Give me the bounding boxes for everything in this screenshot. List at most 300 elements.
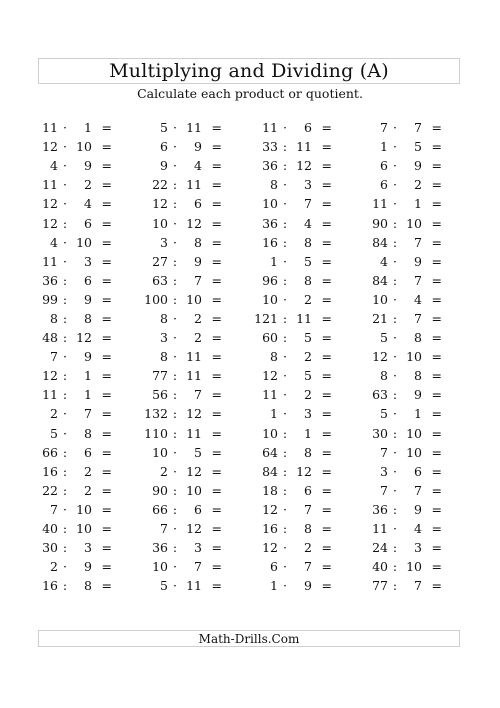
operand-b: 2 [194,330,202,346]
operator: : [392,234,398,250]
operand-b: 7 [304,196,312,212]
operand-b: 5 [304,330,312,346]
equals-sign: = [101,482,112,498]
operator: · [283,120,287,136]
problem [364,366,472,385]
equals-sign: = [321,330,332,346]
operand-b: 9 [414,387,422,403]
problem [144,462,252,481]
operator: : [392,215,398,231]
operand-b: 2 [84,463,92,479]
problem [34,443,142,462]
operator: · [393,482,397,498]
operator: : [172,540,178,556]
operator: · [393,521,397,537]
operand-a: 40 [42,521,58,537]
operator: : [62,463,68,479]
equals-sign: = [101,177,112,193]
equals-sign: = [101,120,112,136]
operand-a: 110 [144,425,168,441]
operand-a: 4 [50,158,58,174]
problem [144,500,252,519]
operand-b: 9 [304,578,312,594]
problem [364,290,472,309]
operand-a: 11 [42,253,58,269]
operand-a: 66 [42,444,58,460]
operand-a: 8 [50,310,58,326]
problem [254,576,362,595]
problem [364,271,472,290]
operand-b: 11 [186,578,202,594]
equals-sign: = [431,120,442,136]
equals-sign: = [431,501,442,517]
operand-b: 8 [414,368,422,384]
operator: : [282,330,288,346]
operand-a: 16 [262,521,278,537]
operator: : [172,291,178,307]
operand-a: 11 [42,177,58,193]
operand-a: 12 [42,196,58,212]
operand-a: 7 [160,521,168,537]
operand-b: 4 [194,158,202,174]
operand-b: 12 [186,406,202,422]
equals-sign: = [101,158,112,174]
operator: · [173,444,177,460]
problem [144,443,252,462]
equals-sign: = [321,406,332,422]
operand-b: 4 [414,521,422,537]
operand-b: 2 [84,177,92,193]
operand-a: 84 [372,272,388,288]
problem [144,309,252,328]
operand-b: 2 [414,177,422,193]
problem [254,156,362,175]
operand-a: 5 [160,578,168,594]
operand-a: 21 [372,310,388,326]
problem [254,118,362,137]
equals-sign: = [431,310,442,326]
problem [364,328,472,347]
operand-a: 63 [372,387,388,403]
operand-b: 12 [186,463,202,479]
operator: : [62,482,68,498]
operator: · [283,349,287,365]
problem [144,252,252,271]
problem [254,557,362,576]
operand-b: 12 [296,158,312,174]
operator: · [63,559,67,575]
equals-sign: = [321,578,332,594]
operand-a: 99 [42,291,58,307]
problem [34,366,142,385]
operand-a: 64 [262,444,278,460]
operator: : [392,578,398,594]
operator: · [283,196,287,212]
problem [34,404,142,423]
operator: · [283,387,287,403]
operand-b: 3 [194,540,202,556]
problem [254,538,362,557]
operator: : [62,310,68,326]
equals-sign: = [321,291,332,307]
equals-sign: = [431,540,442,556]
equals-sign: = [101,330,112,346]
operand-b: 1 [84,368,92,384]
operator: : [62,387,68,403]
operand-a: 7 [380,444,388,460]
worksheet-title: Multiplying and Dividing (A) [109,59,389,82]
operator: · [63,158,67,174]
operand-b: 8 [194,234,202,250]
equals-sign: = [211,368,222,384]
equals-sign: = [321,521,332,537]
operand-a: 10 [262,196,278,212]
operator: · [173,215,177,231]
operand-a: 3 [160,330,168,346]
operand-b: 7 [414,272,422,288]
problem [364,500,472,519]
problem [144,194,252,213]
problem [144,213,252,232]
operand-b: 9 [194,253,202,269]
problem [364,404,472,423]
equals-sign: = [431,272,442,288]
operand-a: 5 [160,120,168,136]
problem [144,557,252,576]
operator: : [62,272,68,288]
problem [364,462,472,481]
operand-b: 9 [414,501,422,517]
operand-b: 7 [304,501,312,517]
operand-b: 6 [194,501,202,517]
operand-a: 22 [42,482,58,498]
operator: · [393,444,397,460]
equals-sign: = [431,177,442,193]
operand-b: 1 [414,196,422,212]
problem [34,347,142,366]
operand-b: 7 [84,406,92,422]
operand-a: 7 [380,120,388,136]
operand-b: 8 [414,330,422,346]
operator: · [173,463,177,479]
operand-b: 1 [414,406,422,422]
operator: · [283,578,287,594]
equals-sign: = [101,349,112,365]
operand-a: 36 [262,158,278,174]
operand-a: 11 [372,196,388,212]
operator: : [62,215,68,231]
operand-b: 6 [304,482,312,498]
operand-b: 12 [296,463,312,479]
equals-sign: = [211,253,222,269]
equals-sign: = [211,349,222,365]
equals-sign: = [431,349,442,365]
operand-a: 33 [262,139,278,155]
operator: · [63,253,67,269]
operand-b: 2 [84,482,92,498]
operator: : [392,272,398,288]
operand-b: 8 [84,310,92,326]
operand-b: 5 [304,368,312,384]
equals-sign: = [101,501,112,517]
operator: : [62,444,68,460]
operand-b: 7 [414,310,422,326]
operand-b: 8 [304,444,312,460]
problem [364,252,472,271]
operand-a: 121 [254,310,278,326]
operand-a: 8 [160,349,168,365]
operand-a: 5 [380,330,388,346]
title-box [38,58,460,84]
operand-b: 10 [406,559,422,575]
operand-a: 84 [262,463,278,479]
operand-b: 1 [84,120,92,136]
operand-b: 11 [186,120,202,136]
operator: · [393,158,397,174]
equals-sign: = [431,425,442,441]
operator: · [393,330,397,346]
equals-sign: = [211,387,222,403]
problem [254,385,362,404]
operand-a: 60 [262,330,278,346]
operator: : [282,215,288,231]
operand-b: 7 [194,559,202,575]
operand-a: 6 [380,158,388,174]
problem [364,424,472,443]
operand-a: 40 [372,559,388,575]
operand-a: 11 [262,120,278,136]
operator: · [393,196,397,212]
equals-sign: = [431,387,442,403]
operand-b: 5 [194,444,202,460]
equals-sign: = [321,444,332,460]
operand-b: 12 [76,330,92,346]
operand-a: 10 [152,215,168,231]
operator: : [172,253,178,269]
operator: : [172,482,178,498]
problem-grid [34,118,500,595]
problem [254,137,362,156]
operator: : [282,234,288,250]
equals-sign: = [431,559,442,575]
operand-a: 1 [270,406,278,422]
operand-a: 6 [380,177,388,193]
problem [254,519,362,538]
operator: · [393,463,397,479]
problem [254,309,362,328]
operand-a: 4 [50,234,58,250]
operator: : [392,501,398,517]
operand-a: 6 [270,559,278,575]
problem [364,481,472,500]
operand-a: 90 [372,215,388,231]
equals-sign: = [321,139,332,155]
operand-b: 10 [186,291,202,307]
problem [144,290,252,309]
operand-a: 27 [152,253,168,269]
operator: : [282,272,288,288]
problem [254,424,362,443]
operand-a: 12 [42,368,58,384]
operand-b: 10 [76,501,92,517]
problem [144,366,252,385]
problem [254,290,362,309]
equals-sign: = [431,406,442,422]
problem-column [364,118,472,595]
operand-b: 10 [76,234,92,250]
equals-sign: = [321,425,332,441]
equals-sign: = [211,425,222,441]
operand-b: 11 [296,310,312,326]
equals-sign: = [431,158,442,174]
equals-sign: = [321,540,332,556]
equals-sign: = [101,368,112,384]
equals-sign: = [101,540,112,556]
problem [34,519,142,538]
operand-b: 9 [414,253,422,269]
problem [144,404,252,423]
equals-sign: = [211,215,222,231]
problem [364,156,472,175]
equals-sign: = [431,521,442,537]
equals-sign: = [211,578,222,594]
operand-b: 9 [194,139,202,155]
equals-sign: = [101,425,112,441]
operand-a: 24 [372,540,388,556]
equals-sign: = [101,196,112,212]
equals-sign: = [101,578,112,594]
operand-a: 12 [42,215,58,231]
problem [34,557,142,576]
operator: : [172,177,178,193]
operand-b: 10 [406,215,422,231]
operator: · [393,253,397,269]
operand-b: 12 [186,521,202,537]
equals-sign: = [321,234,332,250]
operand-b: 2 [304,387,312,403]
operand-b: 8 [304,272,312,288]
problem [254,462,362,481]
equals-sign: = [211,310,222,326]
operand-b: 2 [304,291,312,307]
operator: · [173,330,177,346]
problem [364,385,472,404]
operand-a: 84 [372,234,388,250]
operator: : [172,406,178,422]
problem [144,538,252,557]
operand-b: 7 [414,482,422,498]
equals-sign: = [211,330,222,346]
operand-b: 9 [84,158,92,174]
operand-a: 8 [380,368,388,384]
equals-sign: = [321,559,332,575]
equals-sign: = [211,177,222,193]
operand-a: 1 [270,253,278,269]
problem [144,576,252,595]
problem [254,213,362,232]
equals-sign: = [101,406,112,422]
operand-b: 3 [414,540,422,556]
equals-sign: = [321,177,332,193]
operand-a: 48 [42,330,58,346]
operand-b: 10 [186,482,202,498]
operand-b: 7 [304,559,312,575]
equals-sign: = [431,291,442,307]
problem [364,175,472,194]
operand-b: 10 [406,444,422,460]
equals-sign: = [101,387,112,403]
equals-sign: = [431,463,442,479]
operator: · [283,501,287,517]
equals-sign: = [321,215,332,231]
operand-b: 7 [194,272,202,288]
operator: · [63,196,67,212]
operand-b: 10 [406,425,422,441]
operand-b: 3 [84,253,92,269]
equals-sign: = [211,444,222,460]
operand-b: 6 [414,463,422,479]
equals-sign: = [431,215,442,231]
operator: : [62,521,68,537]
operand-a: 12 [262,501,278,517]
problem [34,137,142,156]
operator: · [393,120,397,136]
problem [34,309,142,328]
problem [34,576,142,595]
operand-b: 6 [84,272,92,288]
problem [144,233,252,252]
operator: · [283,368,287,384]
operand-b: 6 [84,215,92,231]
equals-sign: = [101,215,112,231]
problem [34,194,142,213]
operator: · [393,139,397,155]
operand-a: 12 [42,139,58,155]
operand-b: 11 [186,349,202,365]
operator: · [393,177,397,193]
problem [254,404,362,423]
operator: · [173,139,177,155]
equals-sign: = [101,234,112,250]
equals-sign: = [431,330,442,346]
problem-column [144,118,252,595]
problem [364,137,472,156]
equals-sign: = [321,368,332,384]
problem [144,137,252,156]
operator: · [173,158,177,174]
problem [254,328,362,347]
equals-sign: = [321,349,332,365]
problem [364,309,472,328]
operand-a: 5 [50,425,58,441]
operand-a: 56 [152,387,168,403]
operator: · [63,349,67,365]
operator: · [63,234,67,250]
operand-a: 3 [380,463,388,479]
operand-a: 11 [262,387,278,403]
operand-b: 8 [304,521,312,537]
operator: : [282,482,288,498]
equals-sign: = [431,368,442,384]
problem [364,443,472,462]
operator: : [62,330,68,346]
operator: · [283,177,287,193]
equals-sign: = [321,463,332,479]
operand-a: 66 [152,501,168,517]
problem [144,175,252,194]
operator: · [283,291,287,307]
operand-b: 8 [84,425,92,441]
